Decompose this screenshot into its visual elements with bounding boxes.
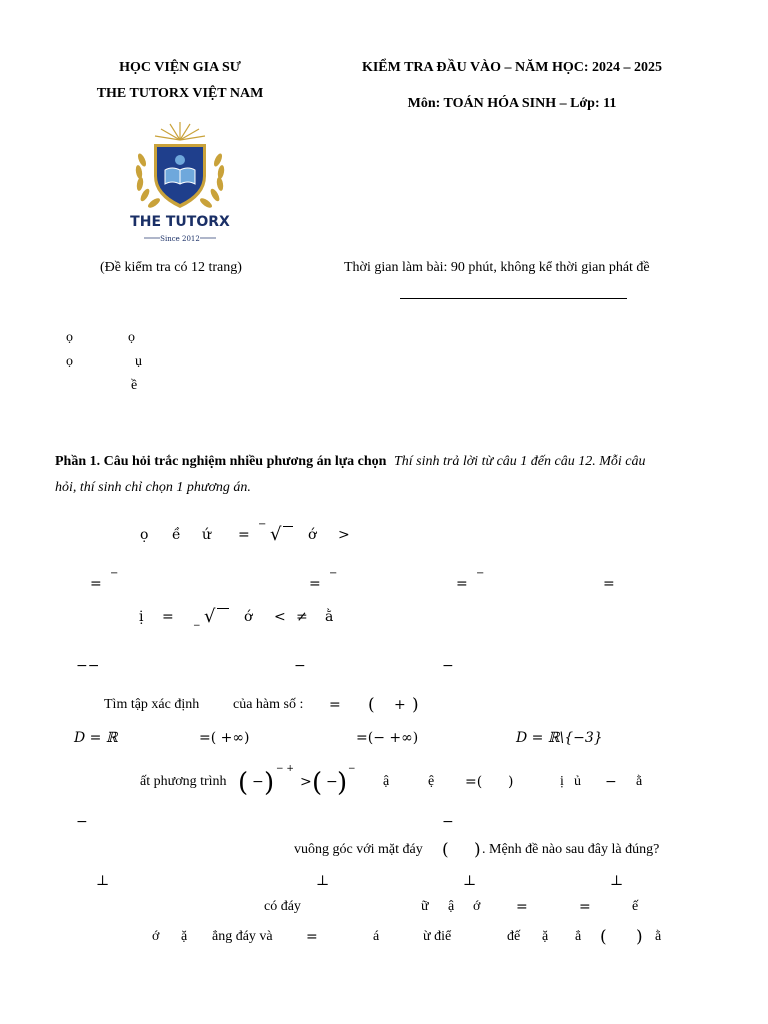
- question-3: [0, 697, 768, 719]
- q6-fragment: ừ điể: [423, 929, 452, 944]
- q3-text: Tìm tập xác định: [104, 697, 200, 712]
- q5-option-a: ⊥: [96, 873, 110, 889]
- q4-minus1: −: [252, 774, 264, 790]
- fragment: ọ: [66, 330, 73, 345]
- fragment: ọ: [128, 330, 135, 345]
- q1-fragment: ớ: [308, 527, 317, 543]
- logo-brand-text: THE TUTORX: [130, 214, 230, 230]
- q6-text: ẳng đáy và: [212, 929, 273, 944]
- q5-option-b: ⊥: [316, 873, 330, 889]
- part1-title: Phần 1. Câu hỏi trắc nghiệm nhiều phương án lựa chọn: [55, 454, 387, 469]
- q4-option-a: −: [76, 814, 88, 830]
- fragment: ụ: [135, 354, 142, 369]
- q2-option-c: −: [442, 658, 454, 674]
- fragment: ề: [131, 378, 138, 393]
- q5-text2: . Mệnh đề nào sau đây là đúng?: [482, 842, 660, 857]
- q4-eq: =(: [465, 774, 483, 790]
- q1-fragment: ứ: [202, 527, 212, 543]
- q6-fragment: ặ: [181, 929, 188, 944]
- q5-text: vuông góc với mặt đáy: [294, 842, 423, 857]
- q4-gt: >: [300, 774, 312, 790]
- q4-rparen: ): [508, 774, 514, 790]
- q2-fragment: ằ: [325, 609, 334, 625]
- q4-fragment: ị: [560, 774, 564, 789]
- q1-fragment: −: [258, 519, 267, 530]
- q3-option-c: =(− +∞): [356, 730, 419, 746]
- subject-line: Môn: TOÁN HÓA SINH – Lớp: 11: [407, 96, 617, 111]
- q3-eq: =: [329, 697, 341, 713]
- q6-text: có đáy: [264, 899, 301, 914]
- q1-fragment: >: [338, 527, 350, 543]
- q5-option-c: ⊥: [463, 873, 477, 889]
- q3-option-a: D = ℝ: [74, 730, 118, 746]
- q2-fragment: ị: [139, 609, 144, 625]
- q2-option-b: −: [294, 658, 306, 674]
- q2-option-a: −−: [76, 658, 100, 674]
- org-name-line2: THE TUTORX VIỆT NAM: [96, 86, 264, 101]
- pages-note: (Đề kiểm tra có 12 trang): [100, 260, 242, 275]
- q1-option-b: =: [309, 576, 321, 592]
- q6-fragment: ậ: [448, 899, 455, 914]
- q1-option-c-sup: −: [476, 568, 485, 579]
- q3-options: [0, 730, 768, 752]
- q2-fragment: −: [193, 621, 201, 631]
- question-6-line1: [0, 899, 768, 921]
- q1-option-c: =: [456, 576, 468, 592]
- q6-fragment: ẳ: [575, 929, 582, 944]
- q5-option-d: ⊥: [610, 873, 624, 889]
- q2-options: [0, 658, 768, 678]
- part1-instruction-cont: hỏi, thí sinh chỉ chọn 1 phương án.: [55, 480, 251, 495]
- q2-fragment: <: [274, 609, 286, 625]
- q6-eq: =: [516, 899, 528, 915]
- q3-rparen: ): [412, 695, 419, 715]
- part1-instruction: Thí sinh trả lời từ câu 1 đến câu 12. Mỗi câu: [393, 454, 646, 469]
- question-4: ất phương trình ( − ) − + > ( − ) − ậ ệ =( ) ị ủ − ằ: [140, 764, 643, 798]
- q6-fragment: ằ: [655, 929, 662, 944]
- q6-fragment: đế: [507, 929, 521, 944]
- q1-option-a: =: [90, 576, 102, 592]
- q6-eq: =: [579, 899, 591, 915]
- q1-option-b-sup: −: [329, 568, 338, 579]
- q1-sqrt: √: [270, 524, 282, 545]
- q2-fragment: =: [162, 609, 174, 625]
- q4-fragment: ằ: [636, 774, 643, 789]
- part1-heading: [55, 454, 646, 470]
- header-divider: [400, 298, 627, 299]
- q3-lparen: (: [368, 695, 375, 715]
- tutorx-emblem: [130, 120, 230, 244]
- fragment: ọ: [66, 354, 73, 369]
- q3-option-d: D = ℝ\{−3}: [516, 730, 603, 746]
- question-5: vuông góc với mặt đáy ( ) . Mệnh đề nào sau đây là đúng?: [294, 840, 660, 860]
- q1-option-d: =: [603, 576, 615, 592]
- q1-options: [0, 568, 768, 596]
- q6-eq: =: [306, 929, 318, 945]
- q6-fragment: á: [373, 929, 380, 944]
- tutorx-logo: [130, 120, 230, 244]
- q2-fragment: ≠: [296, 609, 308, 625]
- q1-fragment: =: [238, 527, 250, 543]
- logo-since-text: Since 2012: [160, 235, 200, 243]
- question-6-line2: [0, 929, 768, 953]
- q4-text: ất phương trình: [140, 774, 227, 789]
- q4-option-c: −: [442, 814, 454, 830]
- q4-sup2: −: [348, 764, 356, 774]
- q6-fragment: ớ: [473, 899, 481, 914]
- q1-option-a-sup: −: [110, 568, 119, 579]
- time-note: Thời gian làm bài: 90 phút, không kể thời gian phát đề: [344, 260, 650, 275]
- q6-fragment: ế: [632, 899, 639, 914]
- org-name-line1: HỌC VIỆN GIA SƯ: [119, 60, 241, 75]
- q2-sqrt: √: [204, 606, 216, 627]
- q4-fragment: ệ: [428, 774, 435, 789]
- question-1: [0, 519, 768, 547]
- q4-fragment: −: [605, 774, 617, 790]
- q4-fragment: ậ: [383, 774, 390, 789]
- q6-rparen: ): [636, 927, 643, 947]
- q1-fragment: ọ: [140, 527, 149, 543]
- q4-options: [0, 814, 768, 834]
- q6-lparen: (: [600, 927, 607, 947]
- q4-fragment: ủ: [574, 774, 581, 789]
- q4-minus2: −: [326, 774, 338, 790]
- q3-plus: +: [394, 697, 406, 713]
- q4-sup1: − +: [276, 764, 294, 774]
- q6-fragment: ữ: [421, 899, 429, 914]
- q3-text2: của hàm số :: [233, 697, 304, 712]
- q6-fragment: ặ: [542, 929, 549, 944]
- q5-options: [0, 873, 768, 893]
- q1-fragment: ề: [172, 527, 181, 543]
- question-2: [0, 606, 768, 633]
- q2-fragment: ớ: [244, 609, 253, 625]
- exam-title: KIỂM TRA ĐẦU VÀO – NĂM HỌC: 2024 – 2025: [361, 60, 663, 75]
- q3-option-b: =( +∞): [199, 730, 250, 746]
- q6-fragment: ớ: [152, 929, 160, 944]
